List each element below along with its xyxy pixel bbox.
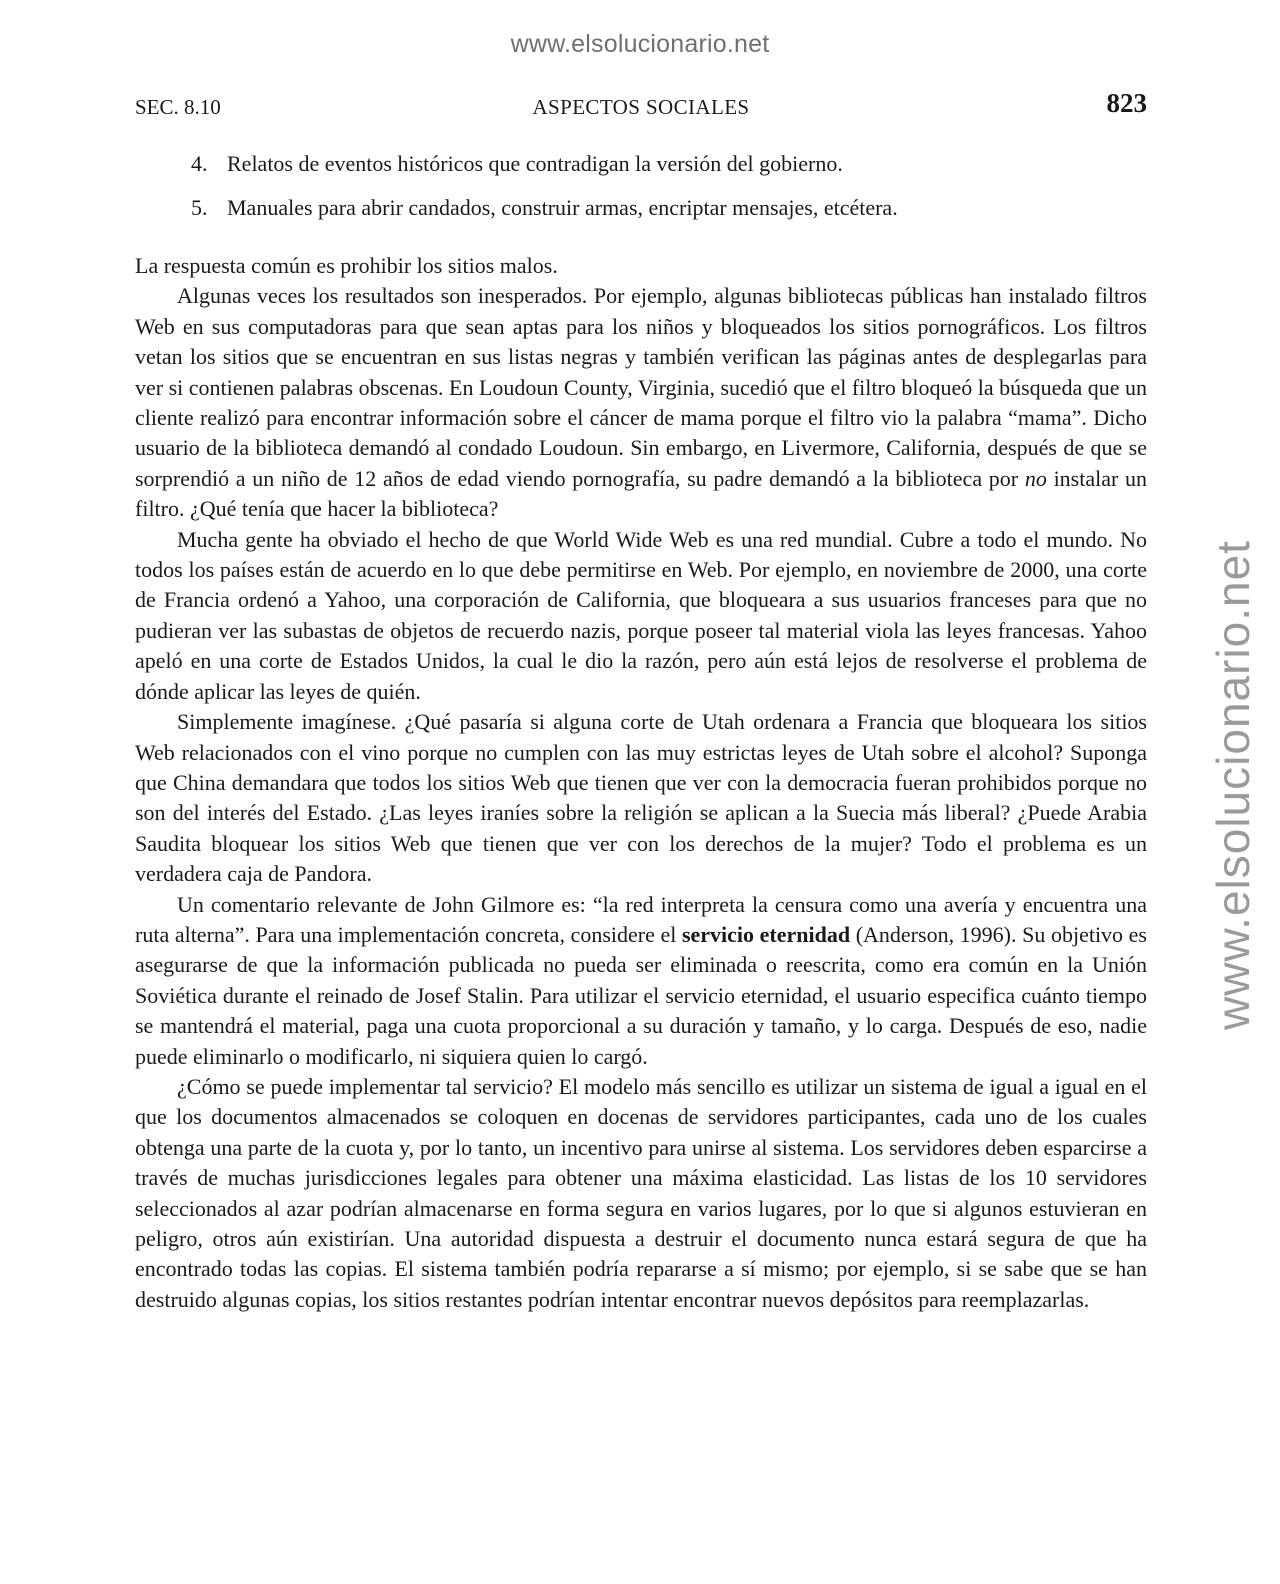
emphasis-text: no xyxy=(1024,465,1047,491)
paragraph: Mucha gente ha obviado el hecho de que World Wide Web es una red mundial. Cubre a todo el mundo. No todos los países están de acuerdo en lo que debe permitirse en Web. Por ejemplo, en noviembre de 2000, una corte de Francia ordenó a Yahoo, una corporación de California, que bloqueara a sus usuarios franceses para que no pudieran ver las subastas de objetos de recuerdo nazis, porque poseer tal material viola las leyes francesas. Yahoo apeló en una corte de Estados Unidos, la cual le dio la razón, pero aún está lejos de resolverse el problema de dónde aplicar las leyes de quién. xyxy=(135,526,1147,704)
body-text xyxy=(135,251,1147,1315)
list-item xyxy=(135,149,1147,193)
list-item xyxy=(135,193,1147,237)
running-title: ASPECTOS SOCIALES xyxy=(532,95,750,119)
list-item-text: Manuales para abrir candados, construir armas, encriptar mensajes, etcétera. xyxy=(227,195,898,220)
watermark-side: www.elsolucionario.net xyxy=(1207,540,1259,1030)
paragraph: ¿Cómo se puede implementar tal servicio? El modelo más sencillo es utilizar un sistema de igual a igual en el que los documentos almacenados se coloquen en docenas de servidores participantes, cada uno de los cuales obtenga una parte de la cuota y, por lo tanto, un incentivo para unirse al sistema. Los servidores deben esparcirse a través de muchas jurisdicciones legales para obtener una máxima elasticidad. Las listas de los 10 servidores seleccionados al azar podrían almacenarse en forma segura en varios lugares, por lo que si algunos estuvieran en peligro, otros aún existirían. Una autoridad dispuesta a destruir el documento nunca estará segura de que ha encontrado todas las copias. El sistema también podría repararse a sí mismo; por ejemplo, si se sabe que se han destruido algunas copias, los sitios restantes podrían intentar encontrar nuevos depósitos para reemplazarlas. xyxy=(135,1073,1147,1312)
list-item-text: Relatos de eventos históricos que contradigan la versión del gobierno. xyxy=(227,151,843,176)
page-number: 823 xyxy=(1106,88,1147,118)
paragraph: Simplemente imagínese. ¿Qué pasaría si alguna corte de Utah ordenara a Francia que bloqueara los sitios Web relacionados con el vino porque no cumplen con las muy estrictas leyes de Utah sobre el alcohol? Suponga que China demandara que todos los sitios Web que tienen que ver con la democracia fueran prohibidos porque no son del interés del Estado. ¿Las leyes iraníes sobre la religión se aplican a la Suecia más liberal? ¿Puede Arabia Saudita bloquear los sitios Web que tienen que ver con los derechos de la mujer? Todo el problema es un verdadera caja de Pandora. xyxy=(135,709,1147,887)
watermark-top: www.elsolucionario.net xyxy=(510,30,770,58)
section-number: SEC. 8.10 xyxy=(135,95,221,119)
numbered-list xyxy=(135,149,1147,237)
paragraph-text: (Anderson, 1996). Su objetivo es asegurarse de que la información publicada no pueda ser eliminada o reescrita, como era común en la Unión Soviética durante el reinado de Josef Stalin. Para utilizar el servicio eternidad, el usuario especifica cuánto tiempo se mantendrá el material, paga una cuota proporcional a su duración y tamaño, y lo carga. Después de eso, nadie puede eliminarlo o modificarlo, ni siquiera quien lo cargó. xyxy=(135,921,1147,1069)
list-item-number: 5. xyxy=(191,195,208,220)
paragraph-text: instalar un filtro. ¿Qué tenía que hacer la biblioteca? xyxy=(135,465,1148,522)
paragraph-text: Un comentario relevante de John Gilmore es: “la red interpreta la censura como una avería y encuentra una ruta alterna”. Para una implementación concreta, considere el xyxy=(135,891,1147,947)
paragraph: La respuesta común es prohibir los sitios malos. xyxy=(135,253,558,278)
paragraph-text: Algunas veces los resultados son inesperados. Por ejemplo, algunas bibliotecas públicas han instalado filtros Web en sus computadoras para que sean aptas para los niños y bloqueados los sitios pornográficos. Los filtros vetan los sitios que se encuentran en sus listas negras y también verifican las páginas antes de desplegarlas para ver si contienen palabras obscenas. En Loudoun County, Virginia, sucedió que el filtro bloqueó la búsqueda que un cliente realizó para encontrar información sobre el cáncer de mama porque el filtro vio la palabra “mama”. Dicho usuario de la biblioteca demandó al condado Loudoun. Sin embargo, en Livermore, California, después de que se sorprendió a un niño de 12 años de edad viendo pornografía, su padre demandó a la biblioteca por xyxy=(135,283,1147,491)
paragraph xyxy=(135,890,1147,1072)
paragraph xyxy=(135,281,1147,524)
list-item-number: 4. xyxy=(191,151,208,176)
page-header xyxy=(135,90,1147,126)
key-term: servicio eternidad xyxy=(681,921,851,947)
